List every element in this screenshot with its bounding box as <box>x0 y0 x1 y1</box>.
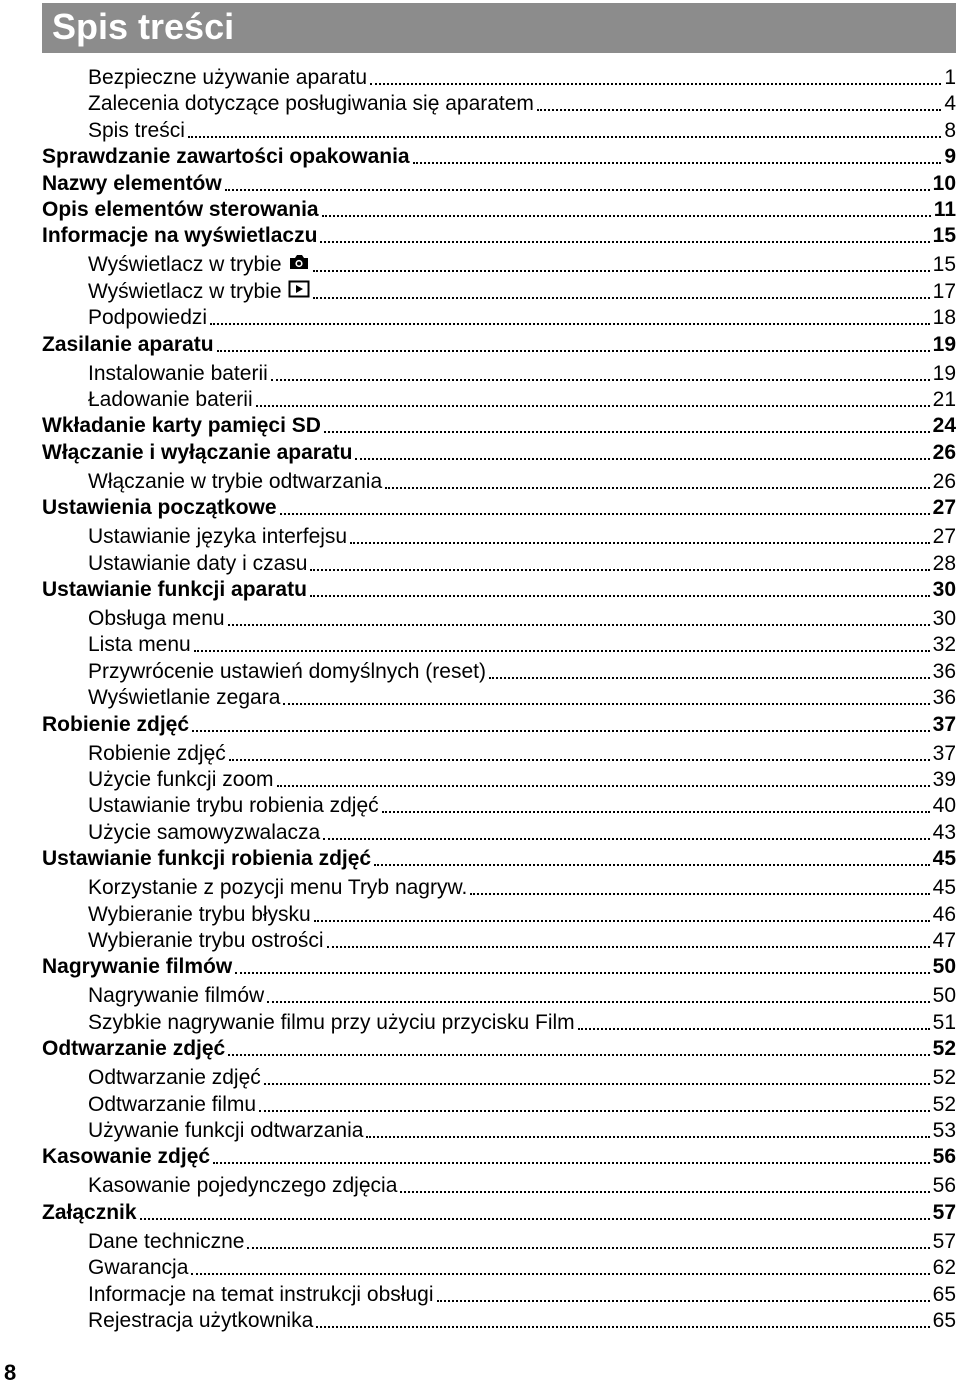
toc-entry-page: 56 <box>932 1145 956 1169</box>
toc-entry-label: Kasowanie pojedynczego zdjęcia <box>88 1174 398 1198</box>
toc-leader-dots <box>267 1001 929 1003</box>
toc-entry-page: 45 <box>932 847 956 871</box>
toc-entry-label: Odtwarzanie filmu <box>88 1092 257 1116</box>
toc-leader-dots <box>188 136 941 138</box>
toc-leader-dots <box>470 893 929 895</box>
toc-leader-dots <box>578 1028 930 1030</box>
toc-entry-page: 65 <box>932 1309 956 1332</box>
toc-entry[interactable] <box>88 1174 956 1198</box>
toc-entry-label: Ustawianie trybu robienia zdjęć <box>88 794 379 818</box>
toc-entry[interactable] <box>88 306 956 330</box>
toc-leader-dots <box>385 487 930 489</box>
toc-leader-dots <box>192 730 930 732</box>
title-bar <box>42 3 956 53</box>
toc-entry-label: Wyświetlanie zegara <box>88 686 281 710</box>
toc-entry[interactable] <box>42 847 956 871</box>
toc-entry-page: 17 <box>932 279 956 303</box>
toc-entry[interactable] <box>88 794 956 818</box>
toc-entry-page: 50 <box>932 984 956 1008</box>
toc-leader-dots <box>194 650 930 652</box>
toc-entry-label: Nagrywanie filmów <box>88 984 265 1008</box>
toc-entry-label: Włączanie i wyłączanie aparatu <box>42 440 353 464</box>
toc-entry-page: 24 <box>932 414 956 438</box>
toc-entry[interactable] <box>88 388 956 412</box>
toc-entry[interactable] <box>88 633 956 657</box>
page-title: Spis treści <box>52 6 235 47</box>
toc-entry-label: Odtwarzanie zdjęć <box>88 1066 261 1090</box>
toc-entry[interactable] <box>88 742 956 766</box>
toc-entry-page: 27 <box>932 525 956 549</box>
toc-entry[interactable] <box>88 552 956 576</box>
toc-entry[interactable] <box>42 955 956 979</box>
toc-entry-page: 15 <box>932 224 956 248</box>
toc-leader-dots <box>283 703 929 705</box>
toc-entry-page: 11 <box>933 198 956 221</box>
toc-entry-label: Zalecenia dotyczące posługiwania się aparatem <box>88 92 534 116</box>
toc-entry[interactable] <box>88 984 956 1008</box>
toc-entry-page: 1 <box>944 66 956 89</box>
toc-entry-page: 52 <box>932 1037 956 1061</box>
toc-entry-label: Wybieranie trybu ostrości <box>88 929 324 952</box>
toc-entry[interactable] <box>88 1309 956 1333</box>
toc-entry-page: 26 <box>932 440 956 464</box>
toc-entry-label: Nagrywanie filmów <box>42 955 233 979</box>
toc-entry-page: 21 <box>932 388 956 411</box>
toc-leader-dots <box>229 759 930 761</box>
toc-entry[interactable] <box>88 607 956 631</box>
toc-entry[interactable] <box>42 496 956 520</box>
toc-entry[interactable] <box>88 821 956 845</box>
toc-leader-dots <box>437 1300 930 1302</box>
toc-entry[interactable] <box>88 686 956 710</box>
toc-entry-page: 52 <box>932 1092 956 1116</box>
toc-entry-label: Wybieranie trybu błysku <box>88 902 311 926</box>
toc-entry[interactable] <box>88 1093 956 1117</box>
toc-leader-dots <box>350 542 930 544</box>
camera-icon <box>288 253 310 277</box>
toc-leader-dots <box>400 1191 929 1193</box>
toc-leader-dots <box>355 458 929 460</box>
toc-entry-label: Ładowanie baterii <box>88 388 253 411</box>
toc-entry-page: 9 <box>944 145 956 169</box>
toc-entry-page: 30 <box>932 578 956 601</box>
toc-entry-page: 52 <box>932 1066 956 1090</box>
toc-leader-dots <box>314 920 930 922</box>
toc-leader-dots <box>228 1054 929 1056</box>
toc-leader-dots <box>140 1218 930 1220</box>
toc-entry[interactable] <box>42 713 956 737</box>
toc-leader-dots <box>537 109 941 111</box>
toc-leader-dots <box>191 1273 929 1275</box>
toc-entry-label: Bezpieczne używanie aparatu <box>88 66 368 89</box>
toc-leader-dots <box>489 677 930 679</box>
toc-entry-page: 53 <box>932 1119 956 1142</box>
page-number: 8 <box>4 1360 17 1385</box>
toc-entry-label: Użycie samowyzwalacza <box>88 820 321 844</box>
toc-entry-label: Szybkie nagrywanie filmu przy użyciu przycisku Film <box>88 1010 575 1034</box>
toc-entry-page: 28 <box>932 551 956 575</box>
toc-entry-label: Opis elementów sterowania <box>42 198 319 221</box>
toc-entry-page: 56 <box>932 1174 956 1198</box>
toc-entry[interactable] <box>42 198 956 222</box>
toc-leader-dots <box>327 946 930 948</box>
toc-entry-label: Użycie funkcji zoom <box>88 768 274 791</box>
toc-leader-dots <box>310 569 929 571</box>
toc-entry-page: 4 <box>944 92 956 116</box>
toc-entry-label: Robienie zdjęć <box>42 712 190 736</box>
toc-entry-label: Nazwy elementów <box>42 171 222 195</box>
toc-entry-label: Spis treści <box>88 118 185 142</box>
toc-entry-label: Lista menu <box>88 633 191 657</box>
toc-leader-dots <box>228 624 930 626</box>
toc-entry[interactable] <box>88 66 956 90</box>
toc-entry[interactable] <box>42 1037 956 1061</box>
toc-entry-label: Dane techniczne <box>88 1229 245 1253</box>
toc-entry-label: Załącznik <box>42 1200 137 1224</box>
toc-leader-dots <box>210 323 930 325</box>
toc-leader-dots <box>280 513 930 515</box>
toc-entry-label: Sprawdzanie zawartości opakowania <box>42 145 410 169</box>
toc-entry-label: Ustawianie języka interfejsu <box>88 525 348 549</box>
toc-entry[interactable] <box>42 333 956 357</box>
toc-entry-label: Zasilanie aparatu <box>42 332 214 356</box>
toc-leader-dots <box>264 1083 930 1085</box>
toc-entry-page: 30 <box>932 607 956 630</box>
toc-entry[interactable] <box>42 441 956 465</box>
toc-entry-label: Obsługa menu <box>88 607 225 630</box>
toc-entry-label: Informacje na wyświetlaczu <box>42 224 318 248</box>
toc-entry[interactable] <box>42 1201 956 1225</box>
toc-entry[interactable] <box>88 876 956 900</box>
toc-entry[interactable] <box>88 1066 956 1090</box>
toc-entry[interactable] <box>88 1230 956 1254</box>
toc-entry-label: Używanie funkcji odtwarzania <box>88 1119 364 1142</box>
toc-entry-label: Ustawianie daty i czasu <box>88 551 308 575</box>
toc-entry-label: Przywrócenie ustawień domyślnych (reset) <box>88 659 486 683</box>
toc-leader-dots <box>213 1162 930 1164</box>
toc-entry-page: 57 <box>932 1229 956 1253</box>
toc-entry[interactable] <box>88 1119 956 1143</box>
toc-leader-dots <box>225 189 930 191</box>
toc-entry-label: Korzystanie z pozycji menu Tryb nagryw. <box>88 876 468 900</box>
toc-leader-dots <box>322 215 931 217</box>
toc-entry[interactable] <box>88 660 956 684</box>
toc-leader-dots <box>256 405 930 407</box>
toc-entry-page: 45 <box>932 876 956 900</box>
toc-leader-dots <box>382 811 930 813</box>
toc-entry-label: Ustawianie funkcji aparatu <box>42 578 307 601</box>
toc-entry-label: Odtwarzanie zdjęć <box>42 1037 226 1061</box>
toc-entry-page: 57 <box>932 1200 956 1224</box>
toc-entry[interactable] <box>88 280 956 304</box>
toc-entry[interactable] <box>88 362 956 386</box>
toc-entry[interactable] <box>88 470 956 494</box>
toc-entry[interactable] <box>42 172 956 196</box>
toc-entry-page: 65 <box>932 1282 956 1306</box>
toc-entry-label: Podpowiedzi <box>88 306 208 330</box>
toc-entry-label: Instalowanie baterii <box>88 361 268 385</box>
toc-entry[interactable] <box>88 92 956 116</box>
toc-leader-dots <box>320 241 929 243</box>
toc-entry[interactable] <box>42 224 956 248</box>
toc-entry[interactable] <box>88 929 956 953</box>
toc-entry-page: 18 <box>932 306 956 330</box>
toc-leader-dots <box>323 838 929 840</box>
toc-entry[interactable] <box>42 1145 956 1169</box>
toc-entry-page: 47 <box>932 929 956 952</box>
toc-entry-label: Ustawienia początkowe <box>42 496 277 520</box>
toc-entry-label: Robienie zdjęć <box>88 741 226 765</box>
toc-entry-label: Rejestracja użytkownika <box>88 1309 314 1332</box>
toc-entry-label: Włączanie w trybie odtwarzania <box>88 469 383 493</box>
toc-leader-dots <box>313 297 930 299</box>
toc-entry[interactable] <box>88 1011 956 1035</box>
toc-entry-page: 37 <box>932 741 956 765</box>
toc-leader-dots <box>247 1247 929 1249</box>
toc-entry-page: 37 <box>932 712 956 736</box>
toc-entry-label: Wyświetlacz w trybie <box>88 253 282 277</box>
toc-leader-dots <box>366 1136 929 1138</box>
toc-entry-page: 36 <box>932 686 956 710</box>
toc-entry[interactable] <box>88 119 956 143</box>
toc-leader-dots <box>235 972 929 974</box>
toc-entry-page: 62 <box>932 1256 956 1280</box>
toc-entry-page: 40 <box>932 794 956 818</box>
toc-entry-page: 26 <box>932 469 956 493</box>
toc-entry-page: 27 <box>932 496 956 520</box>
toc-entry[interactable] <box>42 145 956 169</box>
toc-entry-label: Gwarancja <box>88 1256 189 1280</box>
toc-entry-page: 15 <box>932 253 956 277</box>
toc-leader-dots <box>310 595 930 597</box>
toc-entry[interactable] <box>88 903 956 927</box>
toc-leader-dots <box>313 270 930 272</box>
toc-leader-dots <box>374 864 930 866</box>
toc-entry-page: 19 <box>932 332 956 356</box>
toc-entry-page: 19 <box>932 361 956 385</box>
toc-leader-dots <box>259 1110 930 1112</box>
toc-entry-label: Wyświetlacz w trybie <box>88 279 282 303</box>
toc-entry-label: Kasowanie zdjęć <box>42 1145 211 1169</box>
toc-leader-dots <box>271 379 930 381</box>
toc-entry-page: 50 <box>932 955 956 979</box>
toc-entry[interactable] <box>88 1283 956 1307</box>
toc-entry[interactable] <box>88 253 956 277</box>
toc-entry[interactable] <box>42 578 956 602</box>
toc-leader-dots <box>370 83 941 85</box>
toc-entry-page: 10 <box>932 171 956 195</box>
playback-icon <box>288 280 310 304</box>
toc-leader-dots <box>277 785 930 787</box>
toc-entry-page: 36 <box>932 659 956 683</box>
toc-leader-dots <box>324 431 930 433</box>
toc-entry-page: 43 <box>932 820 956 844</box>
toc-entry-page: 32 <box>932 633 956 657</box>
toc-entry[interactable] <box>42 414 956 438</box>
toc-entry-page: 46 <box>932 902 956 926</box>
toc-entry[interactable] <box>88 525 956 549</box>
toc-entry-label: Ustawianie funkcji robienia zdjęć <box>42 847 372 871</box>
toc-entry[interactable] <box>88 1256 956 1280</box>
toc-leader-dots <box>316 1326 929 1328</box>
toc-entry-label: Informacje na temat instrukcji obsługi <box>88 1282 434 1306</box>
toc-entry-label: Wkładanie karty pamięci SD <box>42 414 321 438</box>
toc-entry[interactable] <box>88 768 956 792</box>
toc-entry-page: 8 <box>944 118 956 142</box>
toc-entry-page: 39 <box>932 768 956 791</box>
toc-leader-dots <box>217 350 930 352</box>
toc-leader-dots <box>413 162 942 164</box>
toc-entry-page: 51 <box>932 1010 956 1034</box>
